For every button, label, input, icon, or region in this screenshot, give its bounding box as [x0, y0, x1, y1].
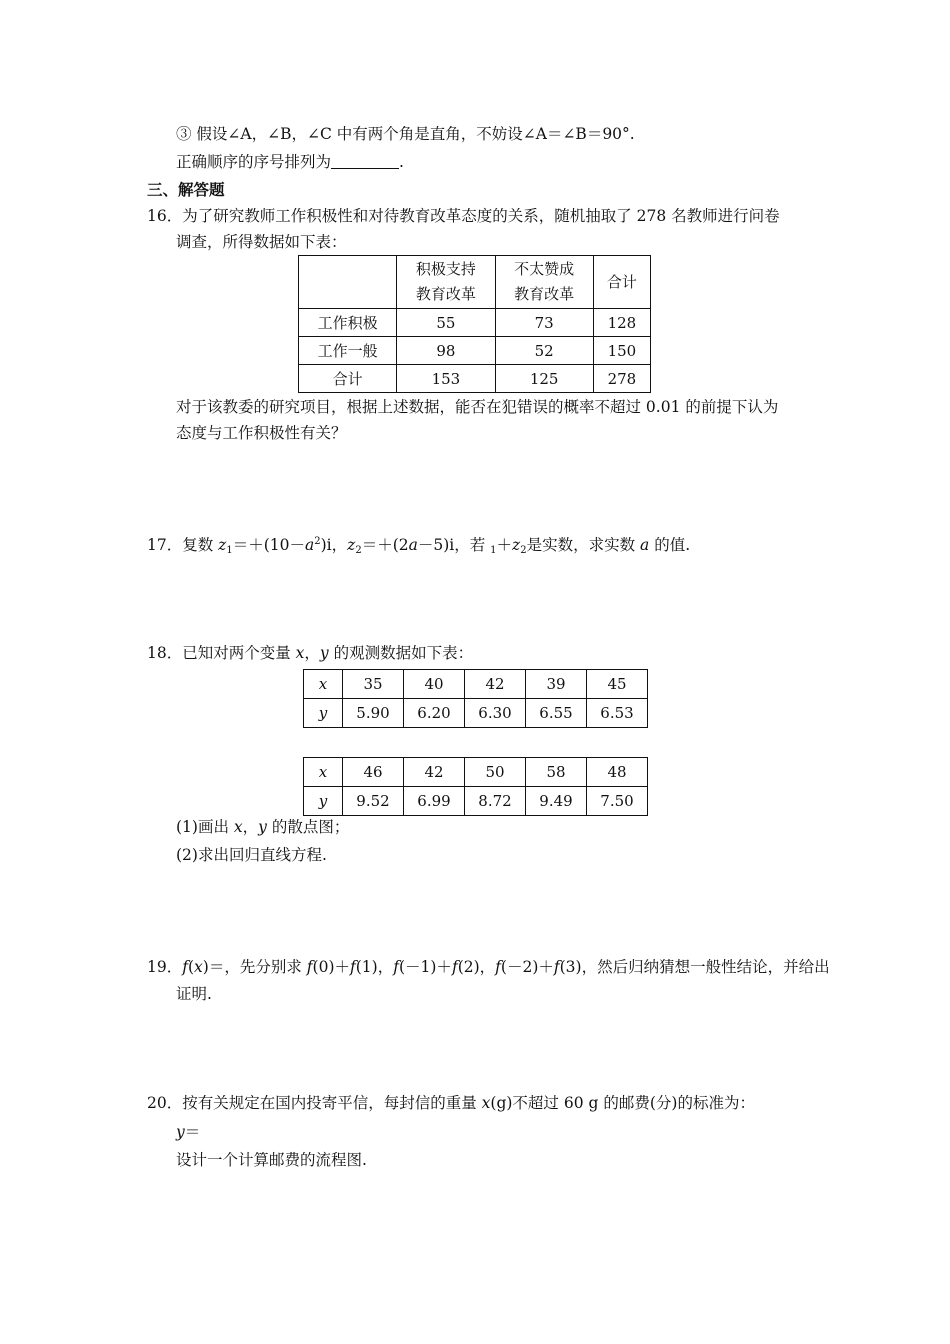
table-cell: 52 — [495, 337, 593, 365]
table-cell: 7.50 — [587, 787, 648, 816]
q16-line2: 调查，所得数据如下表： — [176, 233, 347, 251]
table-row — [304, 787, 648, 816]
q16-header-support: 积极支持 教育改革 — [397, 256, 495, 309]
table-cell: 9.52 — [343, 787, 404, 816]
table-cell: 8.72 — [465, 787, 526, 816]
q20-line2: y＝ — [176, 1123, 201, 1141]
table-cell: 45 — [587, 670, 648, 699]
q18-part1: (1)画出 x，y 的散点图； — [176, 818, 350, 836]
q18-table-2 — [303, 757, 648, 816]
table-row — [299, 309, 651, 337]
q16-table — [298, 255, 651, 393]
table-cell: 合计 — [299, 365, 397, 393]
table-cell: 48 — [587, 758, 648, 787]
table-cell: 9.49 — [526, 787, 587, 816]
table-cell: 42 — [465, 670, 526, 699]
table-cell: 40 — [404, 670, 465, 699]
q16-question2: 态度与工作积极性有关？ — [176, 424, 347, 442]
q20-line3: 设计一个计算邮费的流程图. — [176, 1151, 367, 1169]
q16-question1: 对于该教委的研究项目，根据上述数据，能否在犯错误的概率不超过 0.01 的前提下认为 — [176, 398, 779, 416]
q19-line2: 证明. — [176, 985, 212, 1003]
section-title: 三、解答题 — [147, 181, 225, 199]
q15-step3: ③ 假设∠A，∠B，∠C 中有两个角是直角，不妨设∠A＝∠B＝90°. — [176, 125, 635, 143]
y-label: y — [318, 792, 328, 810]
table-cell: 6.55 — [526, 699, 587, 728]
table-cell: 55 — [397, 309, 495, 337]
q18-table-1 — [303, 669, 648, 728]
table-cell: 153 — [397, 365, 495, 393]
q20-line1: 20．按有关规定在国内投寄平信，每封信的重量 x(g)不超过 60 g 的邮费(分)的标准为： — [147, 1094, 755, 1112]
table-row — [304, 758, 648, 787]
q15-order-line — [176, 152, 404, 172]
table-cell: 35 — [343, 670, 404, 699]
q18-intro: 18．已知对两个变量 x，y 的观测数据如下表： — [147, 644, 474, 662]
q17-text: 17．复数 $z_1=+(10-a^2)i$，$z_2=+(2a-5)i$，若 $_1+z_2$是实数，求实数 a 的值. — [147, 536, 691, 556]
q19-line1: 19．f(x)＝，先分别求 f(0)＋f(1)，f(－1)＋f(2)，f(－2)＋f(3)，然后归纳猜想一般性结论，并给出 — [147, 958, 830, 976]
q16-header-total: 合计 — [593, 256, 650, 309]
table-cell: 128 — [593, 309, 650, 337]
table-row — [299, 365, 651, 393]
table-cell: 58 — [526, 758, 587, 787]
table-cell: 46 — [343, 758, 404, 787]
table-cell: 125 — [495, 365, 593, 393]
x-label: x — [318, 763, 328, 781]
table-cell: 98 — [397, 337, 495, 365]
table-row — [299, 337, 651, 365]
table-cell: 42 — [404, 758, 465, 787]
q18-part2: (2)求出回归直线方程. — [176, 846, 327, 864]
table-cell: 6.30 — [465, 699, 526, 728]
q15-order-end: . — [399, 153, 404, 171]
table-cell: 73 — [495, 309, 593, 337]
q15-order-prompt: 正确顺序的序号排列为 — [176, 153, 332, 171]
y-label: y — [318, 704, 328, 722]
q16-header-oppose: 不太赞成 教育改革 — [495, 256, 593, 309]
table-cell: 278 — [593, 365, 650, 393]
table-row — [304, 699, 648, 728]
table-cell: 6.20 — [404, 699, 465, 728]
table-cell: 6.99 — [404, 787, 465, 816]
table-cell: 39 — [526, 670, 587, 699]
q16-line1: 16．为了研究教师工作积极性和对待教育改革态度的关系，随机抽取了 278 名教师进行问卷 — [147, 207, 780, 225]
answer-blank — [331, 154, 399, 169]
table-cell: 150 — [593, 337, 650, 365]
table-cell: 50 — [465, 758, 526, 787]
table-row — [304, 670, 648, 699]
table-cell: 6.53 — [587, 699, 648, 728]
table-cell: 工作一般 — [299, 337, 397, 365]
q16-header-empty — [299, 256, 397, 309]
table-cell: 工作积极 — [299, 309, 397, 337]
table-cell: 5.90 — [343, 699, 404, 728]
x-label: x — [318, 675, 328, 693]
